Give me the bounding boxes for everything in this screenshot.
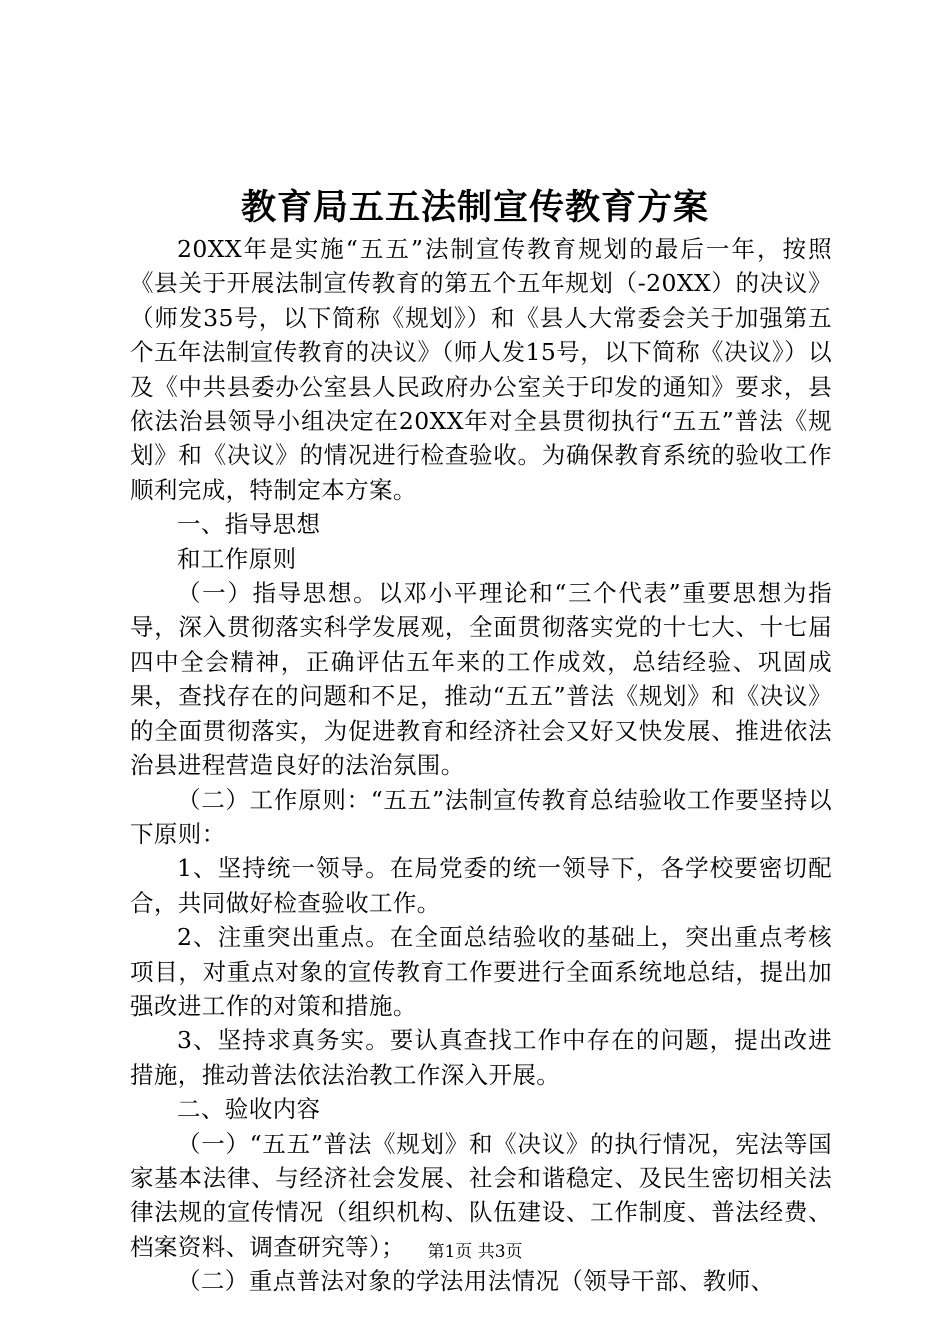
paragraph-content-1: （一）“五五”普法《规划》和《决议》的执行情况，宪法等国家基本法律、与经济社会发展、社会和谐稳定、及民生密切相关法律法规的宣传情况（组织机构、队伍建设、工作制度、普法经费、档案资料、调查研究等）； (130, 1129, 832, 1261)
paragraph-principle-2: 2、注重突出重点。在全面总结验收的基础上，突出重点考核项目，对重点对象的宣传教育工作要进行全面系统地总结，提出加强改进工作的对策和措施。 (130, 923, 832, 1020)
section-heading-continuation: 和工作原则 (177, 544, 297, 573)
page-footer: 第1页 共3页 (427, 1242, 523, 1262)
section-heading-acceptance-content: 二、验收内容 (177, 1095, 321, 1124)
paragraph-guiding-thought: （一）指导思想。以邓小平理论和“三个代表”重要思想为指导，深入贯彻落实科学发展观，全面贯彻落实党的十七大、十七届四中全会精神，正确评估五年来的工作成效，总结经验、巩固成果，查找存在的问题和不足，推动“五五”普法《规划》和《决议》的全面贯彻落实，为促进教育和经济社会又好又快发展、推进依法治县进程营造良好的法治氛围。 (130, 579, 832, 780)
paragraph-principle-1: 1、坚持统一领导。在局党委的统一领导下，各学校要密切配合，共同做好检查验收工作。 (130, 854, 832, 917)
paragraph-work-principles: （二）工作原则：“五五”法制宣传教育总结验收工作要坚持以下原则： (130, 785, 832, 848)
section-heading-guiding-thought: 一、指导思想 (177, 510, 321, 539)
paragraph-content-2: （二）重点普法对象的学法用法情况（领导干部、教师、 (177, 1267, 775, 1296)
paragraph-principle-3: 3、坚持求真务实。要认真查找工作中存在的问题，提出改进措施，推动普法依法治教工作深入开展。 (130, 1026, 832, 1089)
paragraph-intro: 20XX年是实施“五五”法制宣传教育规划的最后一年，按照《县关于开展法制宣传教育的第五个五年规划（-20XX）的决议》（师发35号，以下简称《规划》）和《县人大常委会关于加强第五个五年法制宣传教育的决议》（师人发15号，以下简称《决议》）以及《中共县委办公室县人民政府办公室关于印发的通知》要求，县依法治县领导小组决定在20XX年对全县贯彻执行“五五”普法《规划》和《决议》的情况进行检查验收。为确保教育系统的验收工作顺利完成，特制定本方案。 (130, 235, 832, 504)
document-title: 教育局五五法制宣传教育方案 (240, 187, 709, 228)
document-body (130, 232, 832, 1299)
